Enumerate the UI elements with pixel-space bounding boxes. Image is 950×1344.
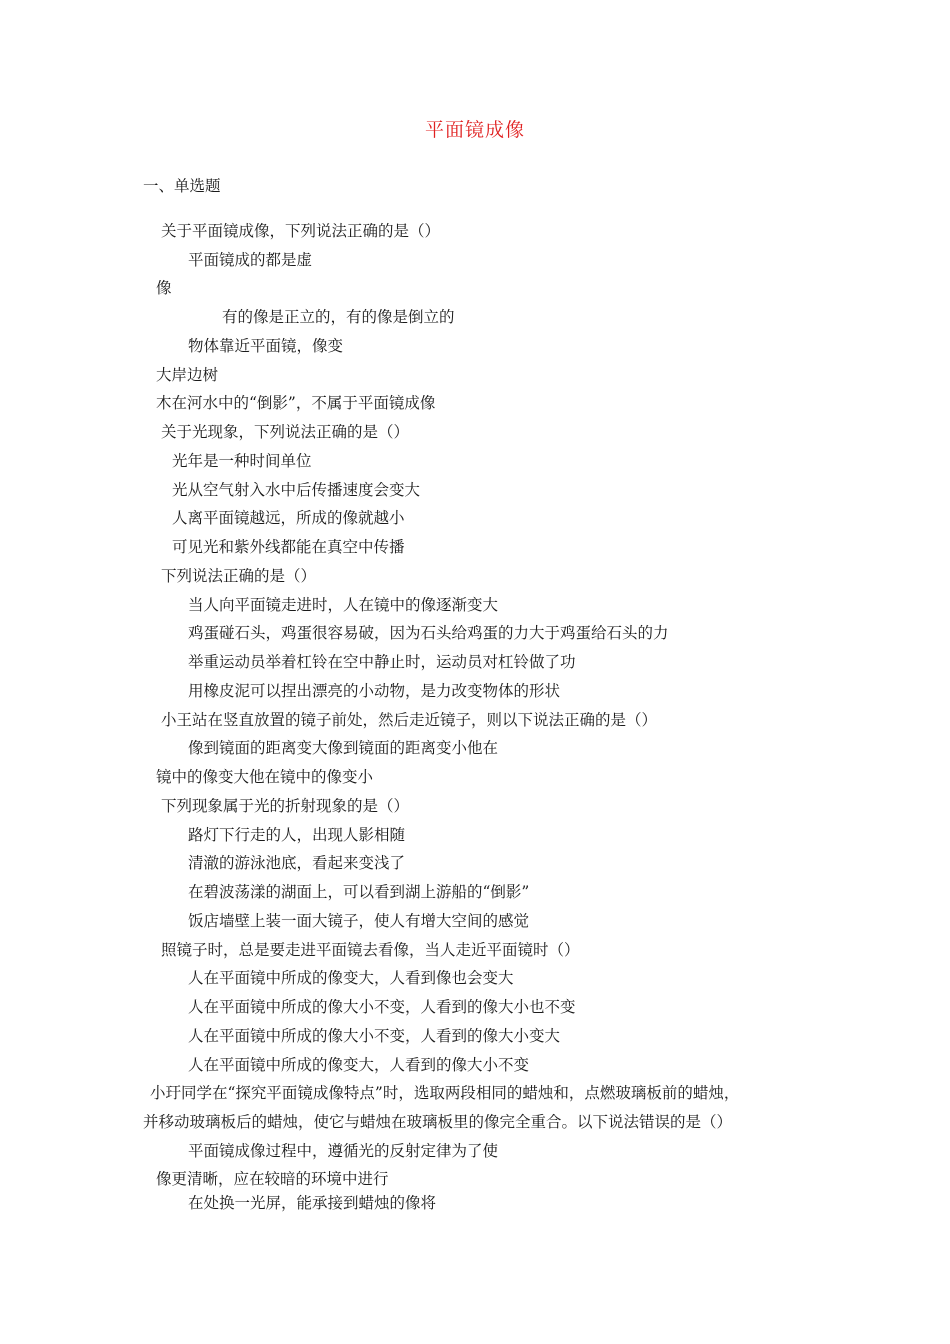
question-4: 小王站在竖直放置的镜子前处，然后走近镜子，则以下说法正确的是（） [161, 711, 658, 729]
page-title: 平面镜成像 [424, 119, 525, 141]
option-text: 用橡皮泥可以捏出漂亮的小动物，是力改变物体的形状 [188, 682, 561, 700]
option-text: 饭店墙壁上装一面大镜子，使人有增大空间的感觉 [188, 912, 530, 930]
option-text: 清澈的游泳池底，看起来变浅了 [188, 854, 406, 872]
option-text: 物体靠近平面镜，像变 [188, 337, 344, 355]
option-text: 鸡蛋碰石头，鸡蛋很容易破，因为石头给鸡蛋的力大于鸡蛋给石头的力 [188, 624, 669, 642]
option-text: 人在平面镜中所成的像变大，人看到的像大小不变 [188, 1056, 530, 1074]
option-text: 像到镜面的距离变大像到镜面的距离变小他在 [188, 739, 499, 757]
option-text: 有的像是正立的，有的像是倒立的 [222, 308, 455, 326]
option-text: 平面镜成像过程中，遵循光的反射定律为了使 [188, 1142, 499, 1160]
option-text: 路灯下行走的人，出现人影相随 [188, 826, 406, 844]
option-text: 木在河水中的“倒影”，不属于平面镜成像 [156, 394, 436, 412]
option-text: 光年是一种时间单位 [172, 452, 312, 470]
option-text: 在碧波荡漾的湖面上，可以看到湖上游船的“倒影” [188, 883, 530, 901]
question-7-continued: 并移动玻璃板后的蜡烛，使它与蜡烛在玻璃板里的像完全重合。以下说法错误的是（） [143, 1113, 733, 1131]
question-5: 下列现象属于光的折射现象的是（） [161, 797, 410, 815]
question-3: 下列说法正确的是（） [161, 567, 317, 585]
section-heading: 一、单选题 [143, 177, 221, 195]
option-text: 人离平面镜越远，所成的像就越小 [172, 509, 405, 527]
option-text: 可见光和紫外线都能在真空中传播 [172, 538, 405, 556]
option-text: 镜中的像变大他在镜中的像变小 [156, 768, 374, 786]
option-text: 在处换一光屏，能承接到蜡烛的像将 [188, 1194, 437, 1212]
question-2: 关于光现象，下列说法正确的是（） [161, 423, 410, 441]
option-text: 举重运动员举着杠铃在空中静止时，运动员对杠铃做了功 [188, 653, 576, 671]
option-text: 人在平面镜中所成的像大小不变，人看到的像大小也不变 [188, 998, 576, 1016]
question-7: 小玗同学在“探究平面镜成像特点”时，选取两段相同的蜡烛和，点燃玻璃板前的蜡烛， [150, 1084, 740, 1102]
option-text: 人在平面镜中所成的像变大，人看到像也会变大 [188, 969, 514, 987]
option-text: 像 [156, 279, 172, 297]
option-text: 当人向平面镜走进时，人在镜中的像逐渐变大 [188, 596, 499, 614]
question-1: 关于平面镜成像，下列说法正确的是（） [161, 222, 441, 240]
option-text: 人在平面镜中所成的像大小不变，人看到的像大小变大 [188, 1027, 561, 1045]
option-text: 大岸边树 [156, 366, 219, 384]
option-text: 像更清晰，应在较暗的环境中进行 [156, 1170, 389, 1188]
option-text: 平面镜成的都是虚 [188, 251, 313, 269]
question-6: 照镜子时，总是要走进平面镜去看像，当人走近平面镜时（） [161, 941, 580, 959]
option-text: 光从空气射入水中后传播速度会变大 [172, 481, 421, 499]
